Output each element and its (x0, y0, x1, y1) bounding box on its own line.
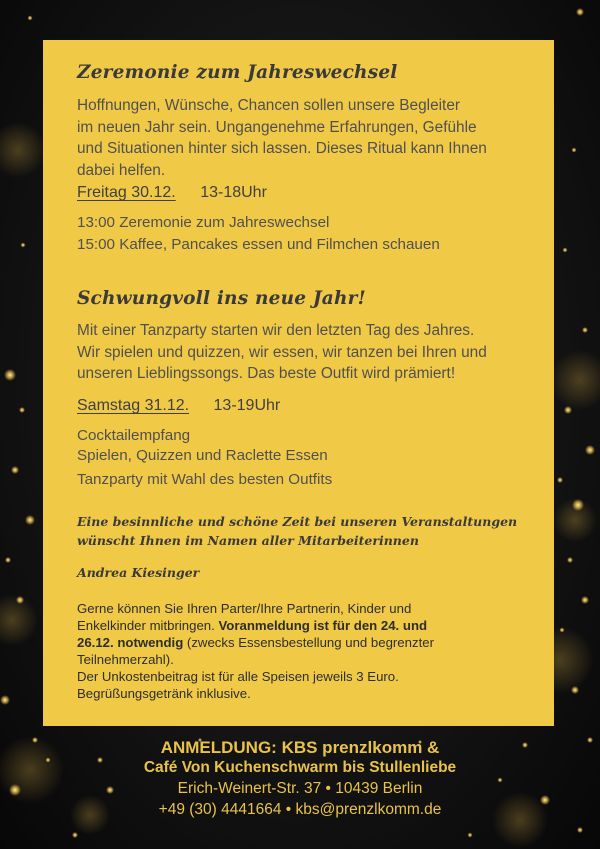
note-text: Enkelkinder mitbringen. (77, 618, 219, 634)
section1-intro (77, 95, 539, 181)
section2-time: 13-19Uhr (213, 397, 281, 414)
registration-note (77, 600, 547, 703)
note-line: Teilnehmerzahl). (77, 652, 174, 668)
schedule-item: Tanzparty mit Wahl des besten Outfits (77, 471, 333, 488)
section1-time: 13-18Uhr (200, 184, 267, 201)
section1-intro-line: Hoffnungen, Wünsche, Chancen sollen unsere Begleiter (77, 97, 461, 114)
section2-date: Samstag 31.12. (77, 397, 190, 414)
section1-intro-line: im neuen Jahr sein. Ungangenehme Erfahrungen, Gefühle (77, 118, 477, 136)
footer-cafe: Café Von Kuchenschwarm bis Stullenliebe (143, 759, 457, 776)
section2-intro (77, 320, 539, 385)
schedule-item: Spielen, Quizzen und Raclette Essen (77, 447, 328, 464)
note-line (77, 634, 547, 651)
note-bold-text: Voranmeldung ist für den 24. und (218, 618, 428, 634)
schedule-item: 15:00 Kaffee, Pancakes essen und Filmchen schauen (77, 236, 440, 253)
section1-title: Zeremonie zum Jahreswechsel (77, 62, 398, 83)
closing-line: wünscht Ihnen im Namen aller Mitarbeiterinnen (77, 533, 419, 548)
section2-date-row (77, 397, 280, 415)
section1-date-row (77, 184, 267, 202)
note-line: Der Unkostenbeitrag ist für alle Speisen jeweils 3 Euro. (77, 669, 399, 685)
closing-line: Eine besinnliche und schöne Zeit bei unseren Veranstaltungen (77, 514, 518, 529)
signature: Andrea Kiesinger (77, 565, 200, 580)
section2-intro-line: unseren Lieblingssongs. Das beste Outfit wird prämiert! (77, 365, 456, 382)
footer-address: Erich-Weinert-Str. 37 • 10439 Berlin (177, 780, 423, 797)
note-line: Begrüßungsgetränk inklusive. (77, 686, 251, 702)
section1-intro-line: und Situationen hinter sich lassen. Dieses Ritual kann Ihnen (77, 140, 487, 157)
schedule-item: Cocktailempfang (77, 427, 191, 444)
section2-intro-line: Mit einer Tanzparty starten wir den letzten Tag des Jahres. (77, 322, 475, 339)
note-line (77, 617, 547, 634)
note-line: Gerne können Sie Ihren Parter/Ihre Partnerin, Kinder und (77, 601, 412, 616)
section2-title: Schwungvoll ins neue Jahr! (77, 288, 366, 309)
section1-date: Freitag 30.12. (77, 184, 176, 201)
schedule-item: 13:00 Zeremonie zum Jahreswechsel (77, 214, 330, 231)
footer-contact: +49 (30) 4441664 • kbs@prenzlkomm.de (158, 801, 442, 818)
footer-registration: ANMELDUNG: KBS prenzlkomm & (160, 738, 440, 757)
note-text: (zwecks Essensbestellung und begrenzter (183, 635, 434, 651)
note-bold-text: 26.12. notwendig (77, 635, 184, 651)
section1-intro-line: dabei helfen. (77, 161, 166, 179)
section2-intro-line: Wir spielen und quizzen, wir essen, wir tanzen bei Ihren und (77, 343, 487, 361)
